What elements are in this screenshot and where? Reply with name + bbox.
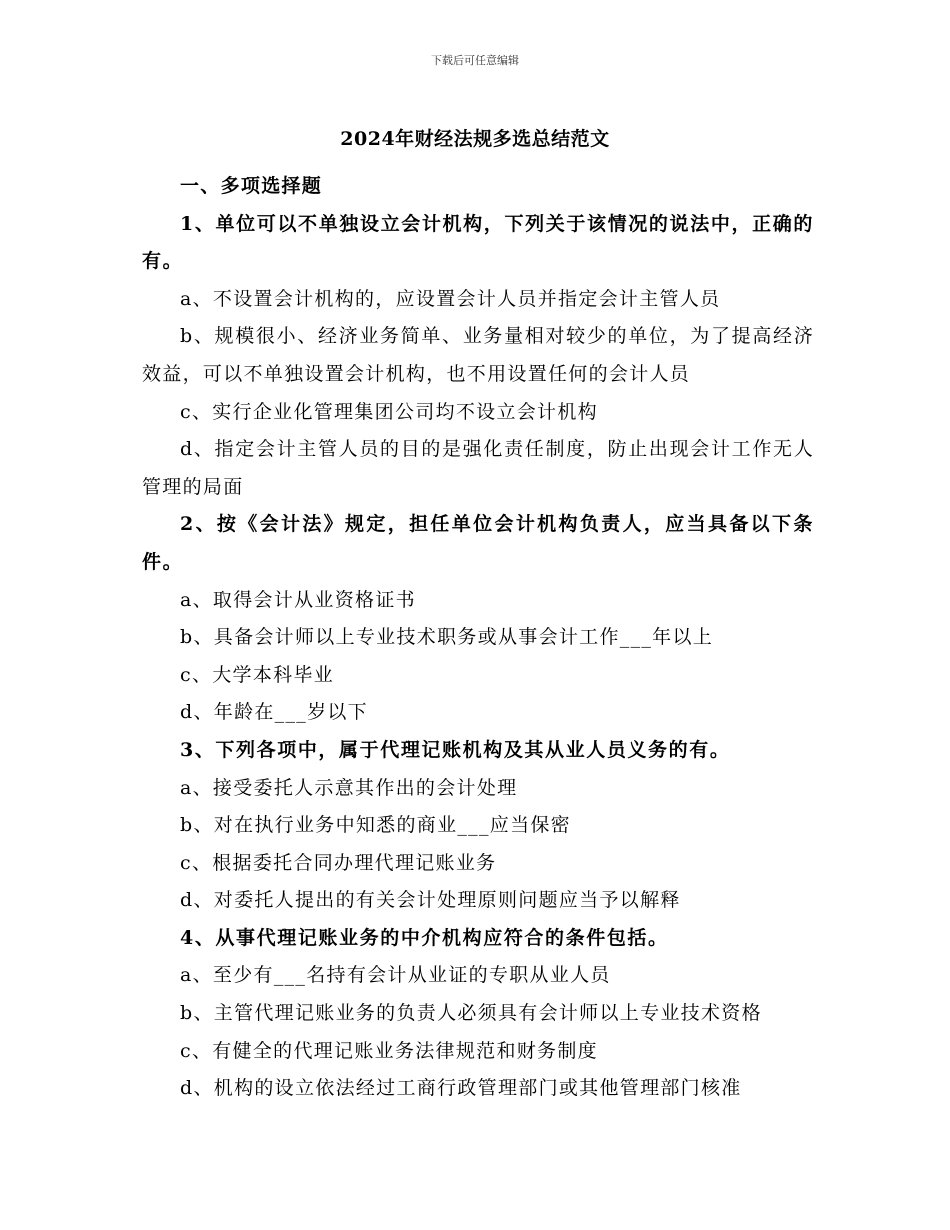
question-3-option-c: c、根据委托合同办理代理记账业务 <box>180 851 497 874</box>
question-3: 3、下列各项中，属于代理记账机构及其从业人员义务的有。 <box>180 738 731 761</box>
question-2-option-c: c、大学本科毕业 <box>180 663 335 686</box>
question-2-option-d: d、年龄在___岁以下 <box>180 701 368 724</box>
question-1-option-b: b、规模很小、经济业务简单、业务量相对较少的单位，为了提高经济效益，可以不单独设置会计机构，也不用设置任何的会计人员 <box>142 325 814 385</box>
question-2: 2、按《会计法》规定，担任单位会计机构负责人，应当具备以下条件。 <box>142 513 814 573</box>
question-3-option-b: b、对在执行业务中知悉的商业___应当保密 <box>180 814 571 837</box>
question-2-option-a: a、取得会计从业资格证书 <box>180 588 416 611</box>
question-4-option-b: b、主管代理记账业务的负责人必须具有会计师以上专业技术资格 <box>180 1002 762 1025</box>
question-4-option-a: a、至少有___名持有会计从业证的专职从业人员 <box>180 964 611 987</box>
question-4: 4、从事代理记账业务的中介机构应符合的条件包括。 <box>180 926 669 949</box>
question-1-option-d: d、指定会计主管人员的目的是强化责任制度，防止出现会计工作无人管理的局面 <box>142 438 814 498</box>
question-1-option-c: c、实行企业化管理集团公司均不设立会计机构 <box>180 400 598 423</box>
section-heading: 一、多项选择题 <box>180 175 323 197</box>
question-3-option-a: a、接受委托人示意其作出的会计处理 <box>180 776 518 799</box>
page-header-note: 下载后可任意编辑 <box>431 54 519 67</box>
question-1: 1、单位可以不单独设立会计机构，下列关于该情况的说法中，正确的有。 <box>142 212 814 273</box>
question-4-option-c: c、有健全的代理记账业务法律规范和财务制度 <box>180 1039 598 1062</box>
question-3-option-d: d、对委托人提出的有关会计处理原则问题应当予以解释 <box>180 889 681 912</box>
question-4-option-d: d、机构的设立依法经过工商行政管理部门或其他管理部门核准 <box>180 1077 742 1100</box>
document-body <box>142 168 814 1108</box>
question-1-option-a: a、不设置会计机构的，应设置会计人员并指定会计主管人员 <box>180 287 721 310</box>
document-title: 2024年财经法规多选总结范文 <box>340 128 610 150</box>
question-2-option-b: b、具备会计师以上专业技术职务或从事会计工作___年以上 <box>180 626 714 649</box>
